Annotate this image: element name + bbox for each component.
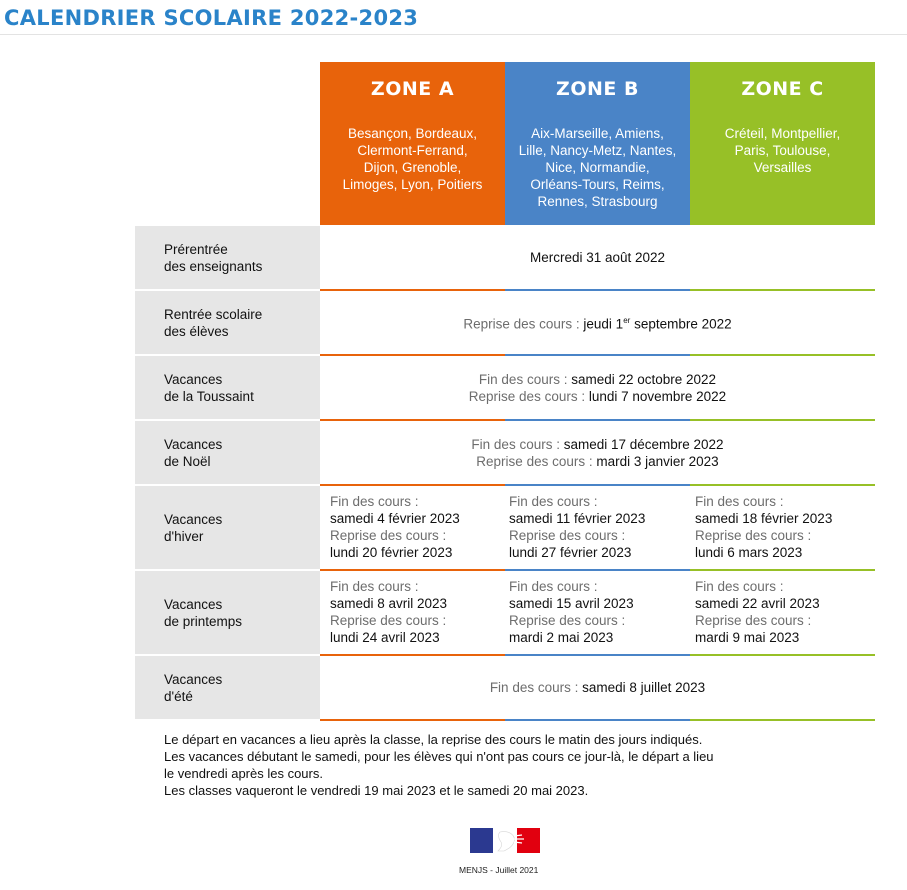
fin-label: Fin des cours : bbox=[509, 579, 598, 594]
fin-date: samedi 18 février 2023 bbox=[695, 511, 833, 526]
zone-a-cities bbox=[320, 115, 505, 225]
fin-date: samedi 22 octobre 2022 bbox=[571, 371, 717, 387]
label-line: Vacances bbox=[164, 596, 223, 612]
rentree-date-start: jeudi 1 bbox=[583, 316, 624, 332]
city-line: Créteil, Montpellier, bbox=[724, 126, 841, 141]
zone-c-cities bbox=[690, 115, 875, 225]
reprise-date: lundi 27 février 2023 bbox=[509, 545, 632, 560]
city-line: Paris, Toulouse, bbox=[734, 143, 831, 158]
row-value-noel bbox=[320, 421, 875, 484]
fin-label: Fin des cours : bbox=[509, 494, 598, 509]
reprise-label: Reprise des cours : bbox=[695, 528, 812, 543]
note-line: le vendredi après les cours. bbox=[164, 766, 323, 781]
label-line: Vacances bbox=[164, 671, 223, 687]
reprise-date: lundi 20 février 2023 bbox=[330, 545, 453, 560]
label-line: Prérentrée bbox=[164, 241, 228, 257]
title-divider bbox=[0, 34, 907, 35]
city-line: Dijon, Grenoble, bbox=[363, 160, 462, 175]
row-label-rentree bbox=[135, 291, 320, 354]
reprise-label: Reprise des cours : bbox=[330, 528, 447, 543]
row-value-rentree bbox=[320, 291, 875, 354]
fin-prefix: Fin des cours : bbox=[489, 680, 583, 695]
city-line: Clermont-Ferrand, bbox=[357, 143, 468, 158]
footnotes bbox=[164, 731, 714, 799]
label-line: Vacances bbox=[164, 371, 223, 387]
fin-date: samedi 11 février 2023 bbox=[509, 511, 646, 526]
reprise-date: lundi 6 mars 2023 bbox=[695, 545, 803, 560]
city-line: Lille, Nancy-Metz, Nantes, bbox=[518, 143, 677, 158]
fin-label: Fin des cours : bbox=[330, 579, 419, 594]
city-line: Besançon, Bordeaux, bbox=[347, 126, 478, 141]
note-line: Le départ en vacances a lieu après la classe, la reprise des cours le matin des jours indiqués. bbox=[164, 732, 703, 747]
row-label-noel bbox=[135, 421, 320, 484]
row-label-prerentree bbox=[135, 226, 320, 289]
city-line: Aix-Marseille, Amiens, bbox=[531, 126, 664, 141]
row-value-prerentree bbox=[320, 226, 875, 289]
fin-date: samedi 17 décembre 2022 bbox=[563, 436, 724, 452]
city-line: Limoges, Lyon, Poitiers bbox=[342, 177, 483, 192]
printemps-zone-b bbox=[509, 578, 634, 646]
row-label-printemps bbox=[135, 571, 320, 654]
fin-date: samedi 8 avril 2023 bbox=[330, 596, 448, 611]
hiver-zone-c bbox=[695, 493, 832, 561]
row-value-toussaint bbox=[320, 356, 875, 419]
zone-c-header: ZONE C bbox=[690, 62, 875, 116]
city-line: Nice, Normandie, bbox=[545, 160, 650, 175]
date-value: Mercredi 31 août 2022 bbox=[529, 250, 666, 265]
row-value-ete bbox=[320, 656, 875, 719]
ordinal-suffix: er bbox=[623, 316, 631, 326]
reprise-prefix: Reprise des cours : bbox=[468, 388, 589, 404]
reprise-label: Reprise des cours : bbox=[509, 528, 626, 543]
fin-label: Fin des cours : bbox=[695, 494, 784, 509]
fin-line bbox=[320, 679, 875, 696]
label-line: de Noël bbox=[164, 453, 211, 469]
row-label-toussaint bbox=[135, 356, 320, 419]
row-label-ete bbox=[135, 656, 320, 719]
reprise-date: mardi 2 mai 2023 bbox=[509, 630, 614, 645]
fin-date: samedi 8 juillet 2023 bbox=[582, 680, 706, 695]
hiver-zone-a bbox=[330, 493, 460, 561]
fin-prefix: Fin des cours : bbox=[478, 371, 572, 387]
zone-b-header: ZONE B bbox=[505, 62, 690, 116]
reprise-date: lundi 7 novembre 2022 bbox=[588, 388, 727, 404]
label-line: des élèves bbox=[164, 323, 229, 339]
reprise-label: Reprise des cours : bbox=[330, 613, 447, 628]
fin-line bbox=[320, 436, 875, 453]
marianne-icon bbox=[470, 828, 540, 853]
reprise-label: Reprise des cours : bbox=[695, 613, 812, 628]
reprise-date: lundi 24 avril 2023 bbox=[330, 630, 440, 645]
fin-prefix: Fin des cours : bbox=[471, 436, 564, 452]
printemps-zone-c bbox=[695, 578, 820, 646]
fin-date: samedi 22 avril 2023 bbox=[695, 596, 820, 611]
city-line: Versailles bbox=[753, 160, 812, 175]
label-line: d'hiver bbox=[164, 528, 204, 544]
note-line: Les vacances débutant le samedi, pour les élèves qui n'ont pas cours ce jour-là, le départ a lieu bbox=[164, 749, 714, 764]
label-line: de la Toussaint bbox=[164, 388, 254, 404]
fin-label: Fin des cours : bbox=[695, 579, 784, 594]
rentree-date-end: septembre 2022 bbox=[630, 316, 732, 332]
reprise-prefix: Reprise des cours : bbox=[476, 453, 597, 469]
rentree-line bbox=[320, 312, 875, 333]
row-label-hiver bbox=[135, 486, 320, 569]
label-line: des enseignants bbox=[164, 258, 263, 274]
label-line: Vacances bbox=[164, 436, 223, 452]
page-title: CALENDRIER SCOLAIRE 2022-2023 bbox=[4, 6, 419, 30]
printemps-zone-a bbox=[330, 578, 447, 646]
city-line: Orléans-Tours, Reims, bbox=[530, 177, 665, 192]
reprise-date: mardi 3 janvier 2023 bbox=[596, 453, 719, 469]
zone-a-header: ZONE A bbox=[320, 62, 505, 116]
label-line: de printemps bbox=[164, 613, 243, 629]
hiver-zone-b bbox=[509, 493, 645, 561]
reprise-label: Reprise des cours : bbox=[509, 613, 626, 628]
reprise-prefix: Reprise des cours : bbox=[463, 316, 584, 332]
label-line: d'été bbox=[164, 688, 193, 704]
row-separator bbox=[135, 719, 875, 721]
city-line: Rennes, Strasbourg bbox=[537, 194, 658, 209]
fin-label: Fin des cours : bbox=[330, 494, 419, 509]
zone-b-cities bbox=[505, 115, 690, 225]
label-line: Rentrée scolaire bbox=[164, 306, 263, 322]
reprise-line bbox=[320, 388, 875, 405]
reprise-date: mardi 9 mai 2023 bbox=[695, 630, 800, 645]
note-line: Les classes vaqueront le vendredi 19 mai 2023 et le samedi 20 mai 2023. bbox=[164, 783, 589, 798]
reprise-line bbox=[320, 453, 875, 470]
fin-line bbox=[320, 371, 875, 388]
fin-date: samedi 15 avril 2023 bbox=[509, 596, 634, 611]
label-line: Vacances bbox=[164, 511, 223, 527]
footer-caption: MENJS - Juillet 2021 bbox=[459, 865, 539, 875]
fin-date: samedi 4 février 2023 bbox=[330, 511, 460, 526]
